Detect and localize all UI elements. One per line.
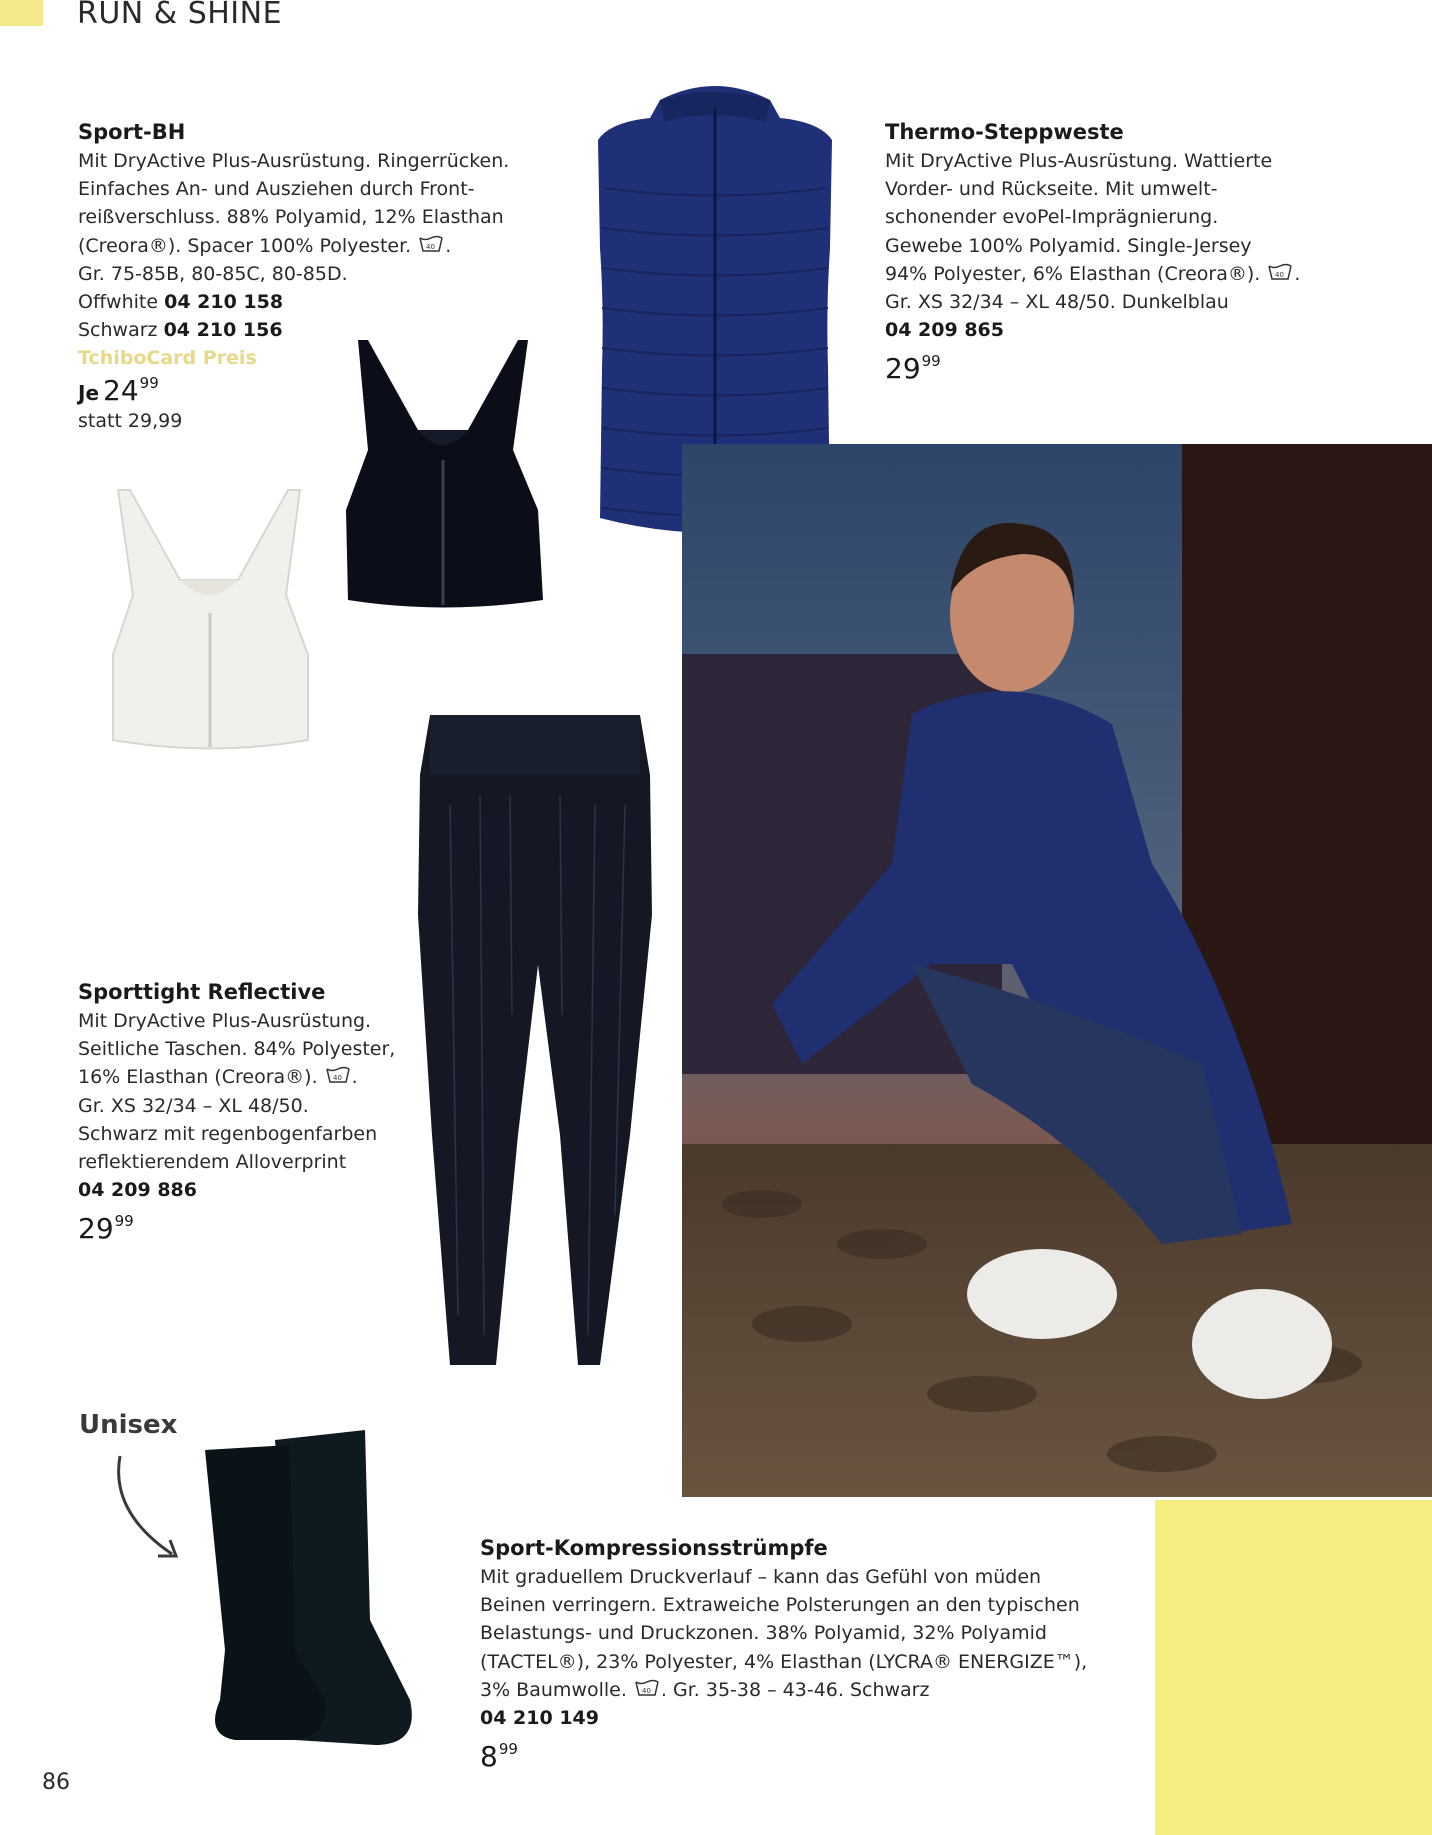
socks-image: [195, 1410, 435, 1760]
price: [885, 352, 1300, 386]
desc-line: (TACTEL®), 23% Polyester, 4% Elasthan (LYCRA® ENERGIZE™),: [480, 1650, 1088, 1673]
unisex-badge: Unisex: [79, 1410, 178, 1440]
page-number: 86: [42, 1770, 70, 1795]
price-main: 24: [103, 374, 139, 408]
variant-label: Offwhite: [78, 291, 159, 314]
desc-line: 16% Elasthan (Creora®).: [78, 1066, 318, 1089]
wash-40-icon: [635, 1679, 659, 1698]
accent-block: [1155, 1500, 1432, 1835]
desc-line: Belastungs- und Druckzonen. 38% Polyamid, 32% Polyamid: [480, 1622, 1047, 1645]
desc-line: Seitliche Taschen. 84% Polyester,: [78, 1038, 396, 1061]
price-main: 29: [78, 1212, 114, 1246]
product-sport-bh: Sport-BH Mit DryActive Plus-Ausrüstung. Ringerrücken. Einfaches An- und Ausziehen durch Front- reißverschluss. 88% Polyamid, 12% Elasthan (Creora®). Spacer 100% Polyester. 40 . Gr. 75-85B, 80-85C, 80-85D. Offwhite 04 210 158 Schwarz 04 210 156 TchiboCard Preis Je $24^{99}$ statt 29,99: [78, 120, 509, 435]
desc-line: Mit DryActive Plus-Ausrüstung. Wattierte: [885, 150, 1273, 172]
old-price: statt 29,99: [78, 410, 183, 433]
runner-photo-scene: [682, 444, 1432, 1497]
price-main: 29: [885, 352, 921, 386]
curved-arrow-icon: [108, 1452, 188, 1564]
article-number: 04 210 158: [164, 291, 284, 314]
svg-text:40: 40: [426, 242, 436, 251]
variant-label: Schwarz: [78, 319, 158, 342]
price-cents: 99: [498, 1740, 518, 1759]
wash-40-icon: [1268, 263, 1292, 282]
wash-40-icon: [326, 1066, 350, 1085]
desc-line: . Gr. 35-38 – 43-46. Schwarz: [660, 1678, 930, 1701]
desc-line: reißverschluss. 88% Polyamid, 12% Elasthan: [78, 206, 504, 229]
price: [480, 1740, 1087, 1774]
svg-text:40: 40: [1275, 270, 1285, 279]
product-sporttight: Sporttight Reflective Mit DryActive Plus-Ausrüstung. Seitliche Taschen. 84% Polyester, 16% Elasthan (Creora®). 40 . Gr. XS 32/34 – XL 48/50. Schwarz mit regenbogenfarben reflektierendem Alloverprint 04 209 886 $29^{99}$: [78, 980, 396, 1246]
price-cents: 99: [139, 374, 159, 393]
leggings-image: [410, 715, 660, 1375]
desc-line: Mit DryActive Plus-Ausrüstung. Ringerrücken.: [78, 150, 510, 172]
desc-line: 3% Baumwolle.: [480, 1678, 627, 1701]
desc-line: Einfaches An- und Ausziehen durch Front-: [78, 178, 475, 201]
desc-line: Vorder- und Rückseite. Mit umwelt-: [885, 178, 1218, 201]
product-title: Sport-BH: [78, 120, 186, 144]
price-cents: 99: [921, 352, 941, 371]
wash-40-icon: [419, 235, 443, 254]
desc-line: reflektierendem Alloverprint: [78, 1151, 347, 1174]
runner-photo: [682, 444, 1432, 1497]
article-number: 04 210 156: [163, 319, 283, 342]
svg-text:40: 40: [641, 1686, 651, 1695]
desc-line: Gewebe 100% Polyamid. Single-Jersey: [885, 234, 1252, 257]
product-title: Thermo-Steppweste: [885, 120, 1124, 144]
product-socks: [480, 1536, 1088, 1774]
product-steppweste: Thermo-Steppweste Mit DryActive Plus-Ausrüstung. Wattierte Vorder- und Rückseite. Mit umwelt- schonender evoPel-Imprägnierung. Gewebe 100% Polyamid. Single-Jersey 94% Polyester, 6% Elasthan (Creora®). 40 . Gr. XS 32/34 – XL 48/50. Dunkelblau 04 209 865 $29^{99}$: [885, 120, 1301, 386]
price-prefix: Je: [78, 381, 100, 406]
svg-text:40: 40: [332, 1074, 342, 1083]
price-cents: 99: [114, 1212, 134, 1231]
product-title: Sport-Kompressionsstrümpfe: [480, 1536, 828, 1560]
article-number: 04 209 865: [885, 319, 1004, 342]
desc-line: schonender evoPel-Imprägnierung.: [885, 206, 1219, 229]
white-bra-image: [108, 485, 313, 760]
section-title: RUN & SHINE: [77, 0, 283, 31]
desc-line: Mit DryActive Plus-Ausrüstung.: [78, 1010, 372, 1032]
desc-line: Gr. XS 32/34 – XL 48/50. Dunkelblau: [885, 291, 1229, 314]
desc-line: (Creora®). Spacer 100% Polyester.: [78, 234, 412, 257]
desc-line: Gr. 75-85B, 80-85C, 80-85D.: [78, 262, 348, 285]
product-title: Sporttight Reflective: [78, 980, 326, 1004]
price-main: 8: [480, 1740, 498, 1774]
black-bra-image: [338, 340, 548, 615]
desc-line: Mit graduellem Druckverlauf – kann das Gefühl von müden: [480, 1566, 1042, 1588]
desc-line: Gr. XS 32/34 – XL 48/50.: [78, 1094, 309, 1117]
section-marker: [0, 0, 43, 26]
desc-line: Beinen verringern. Extraweiche Polsterungen an den typischen: [480, 1594, 1080, 1617]
article-number: 04 209 886: [78, 1179, 197, 1202]
tchibocard-label: TchiboCard Preis: [78, 347, 257, 370]
price: [78, 1212, 395, 1246]
desc-line: 94% Polyester, 6% Elasthan (Creora®).: [885, 262, 1261, 285]
article-number: 04 210 149: [480, 1707, 599, 1730]
desc-line: Schwarz mit regenbogenfarben: [78, 1122, 378, 1145]
